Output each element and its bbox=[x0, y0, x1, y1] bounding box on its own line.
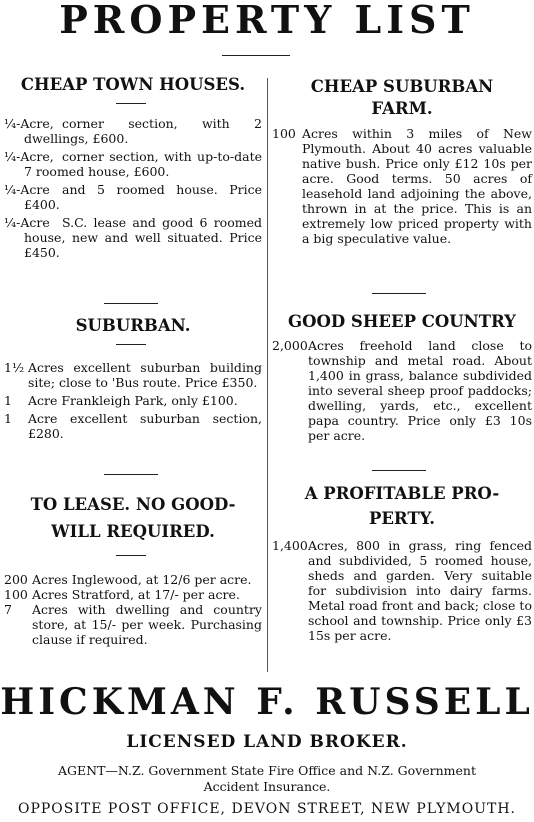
list-item: 100 Acres Stratford, at 17/- per acre. bbox=[4, 587, 240, 602]
list-item: 100 Acres within 3 miles of New Plymouth. About 40 acres valuable native bush. Price only £12 10s per acre. Good terms. 50 acres of leasehold land adjoining the above, thrown in at the price. This is an extremely low priced property with a big speculative value. bbox=[272, 126, 532, 246]
section-rule bbox=[372, 293, 426, 294]
agent-line-1: AGENT—N.Z. Government State Fire Office and N.Z. Government bbox=[58, 763, 476, 778]
list-item: ¼-Acre and 5 roomed house. Price £400. bbox=[4, 182, 262, 212]
agent-line-2: Accident Insurance. bbox=[203, 779, 331, 794]
section-rule bbox=[116, 344, 146, 345]
section-rule bbox=[116, 103, 146, 104]
list-item: 1,400 Acres, 800 in grass, ring fenced and subdivided, 5 roomed house, sheds and garden. Very suitable for subdivision into dairy farms. Metal road front and back; close to school and township. Price only £3 15s per acre. bbox=[272, 538, 532, 643]
list-item: 1½ Acres excellent suburban building site; close to 'Bus route. Price £350. bbox=[4, 360, 262, 390]
list-item: 7 Acres with dwelling and country store, at 15/- per week. Purchasing clause if required. bbox=[4, 602, 262, 647]
list-item: 200 Acres Inglewood, at 12/6 per acre. bbox=[4, 572, 252, 587]
list-item: 2,000 Acres freehold land close to township and metal road. About 1,400 in grass, balance subdivided into several sheep proof paddocks; dwelling, yards, etc., excellent papa country. Price only £3 10s per acre. bbox=[272, 338, 532, 443]
sheep-country-text bbox=[272, 338, 532, 443]
profitable-property-text bbox=[272, 538, 532, 643]
section-rule bbox=[104, 474, 158, 475]
lease-list bbox=[4, 572, 262, 647]
suburban-farm-text bbox=[272, 126, 532, 246]
heading-to-lease: TO LEASE. NO GOOD- bbox=[30, 495, 236, 514]
list-item: ¼-Acre, corner section, with up-to-date 7 roomed house, £600. bbox=[4, 149, 262, 179]
section-rule bbox=[104, 303, 158, 304]
title-rule bbox=[222, 55, 290, 56]
heading-cheap-town-houses: CHEAP TOWN HOUSES. bbox=[20, 75, 246, 94]
town-houses-list bbox=[4, 116, 262, 260]
section-rule bbox=[116, 555, 146, 556]
broker-subtitle: LICENSED LAND BROKER. bbox=[126, 732, 408, 752]
list-item: ¼-Acre S.C. lease and good 6 roomed house, new and well situated. Price £450. bbox=[4, 215, 262, 260]
heading-good-sheep: GOOD SHEEP COUNTRY bbox=[288, 312, 516, 331]
column-divider bbox=[267, 78, 268, 672]
heading-goodwill: WILL REQUIRED. bbox=[51, 522, 215, 541]
suburban-list bbox=[4, 360, 262, 441]
section-rule bbox=[372, 470, 426, 471]
heading-farm: FARM. bbox=[371, 99, 433, 118]
list-item: ¼-Acre, corner section, with 2 dwellings, £600. bbox=[4, 116, 262, 146]
list-item: 1 Acre Frankleigh Park, only £100. bbox=[4, 393, 238, 408]
address: OPPOSITE POST OFFICE, DEVON STREET, NEW PLYMOUTH. bbox=[17, 801, 517, 817]
broker-name: HICKMAN F. RUSSELL bbox=[0, 681, 534, 723]
page-title: PROPERTY LIST bbox=[59, 0, 475, 42]
heading-profitable: A PROFITABLE PRO- bbox=[304, 484, 500, 503]
list-item: 1 Acre excellent suburban section, £280. bbox=[4, 411, 262, 441]
heading-cheap-suburban: CHEAP SUBURBAN bbox=[310, 77, 494, 96]
heading-perty: PERTY. bbox=[368, 509, 436, 528]
heading-suburban: SUBURBAN. bbox=[75, 316, 191, 335]
